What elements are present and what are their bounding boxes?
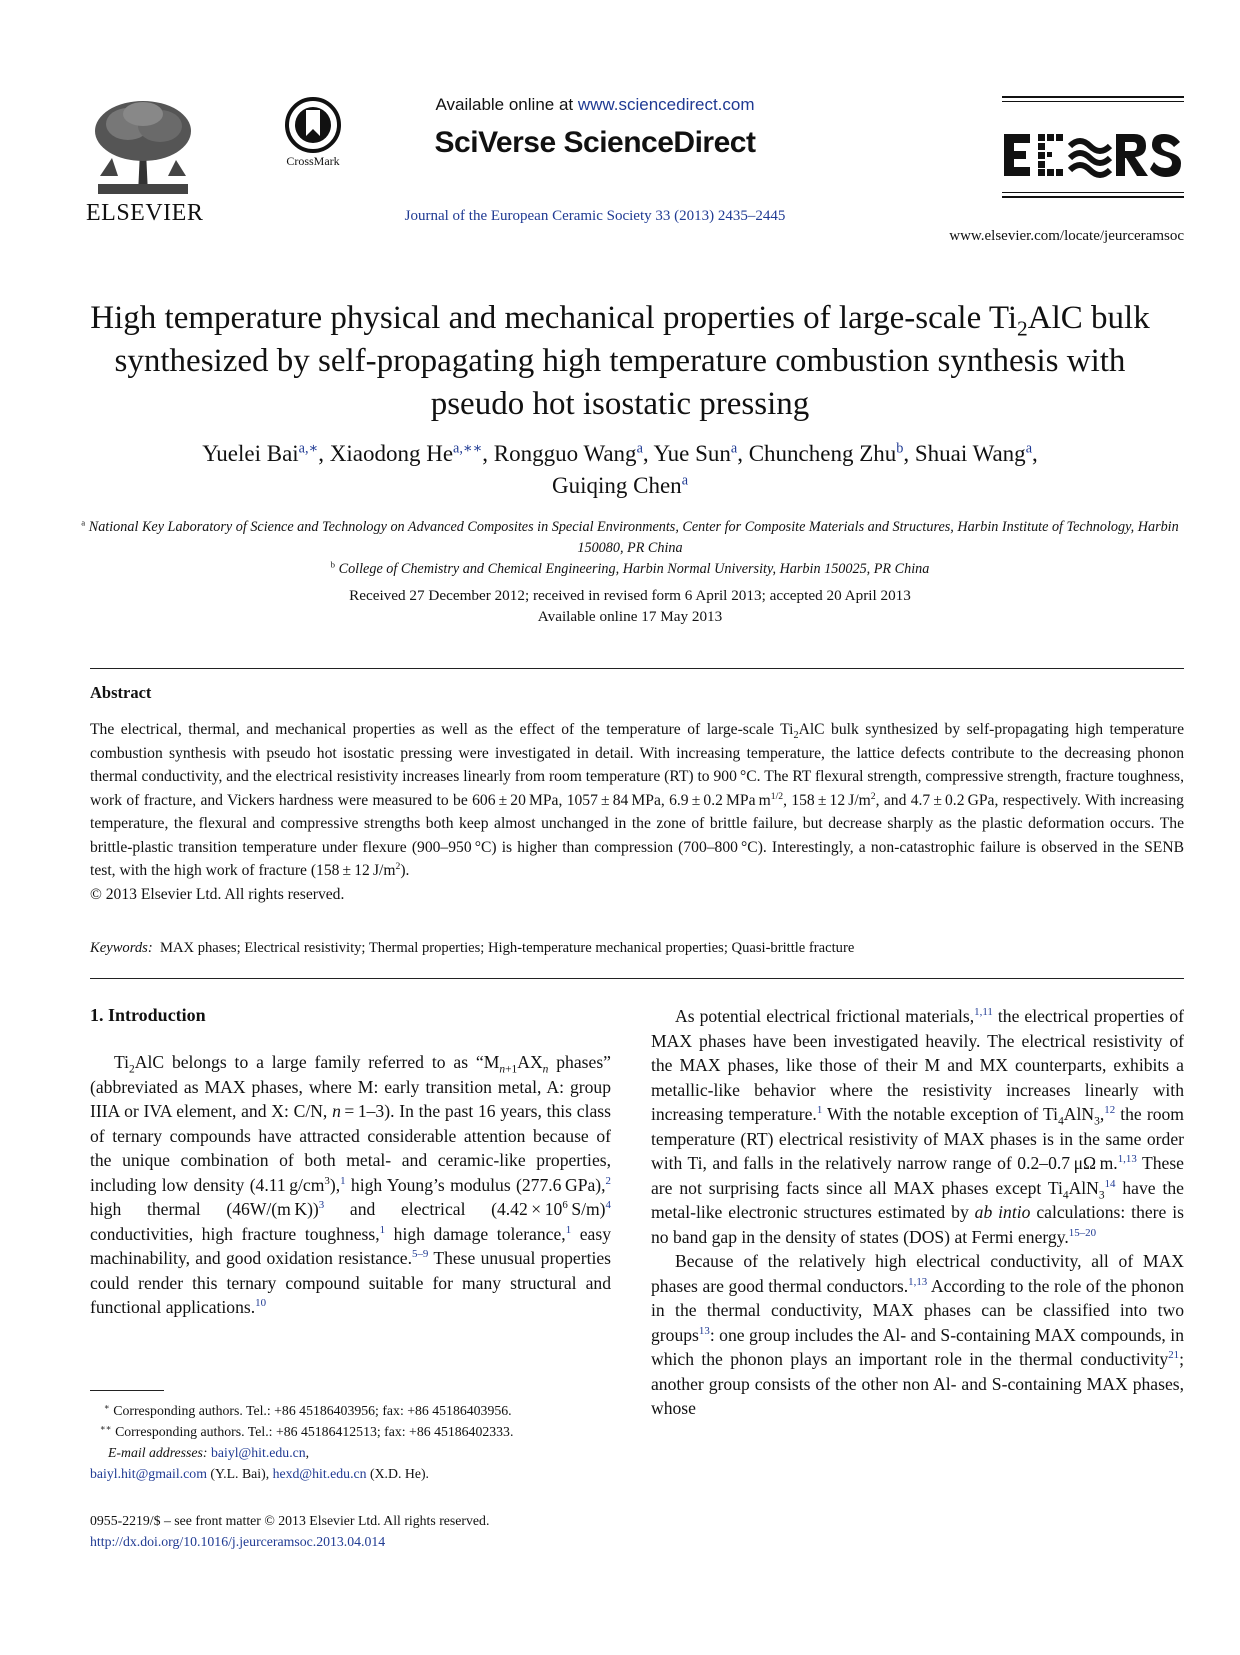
received-dates: Received 27 December 2012; received in revised form 6 April 2013; accepted 20 April 2013 [349,587,911,604]
email-link[interactable]: hexd@hit.edu.cn [272,1466,367,1481]
author-name: Yuelei Bai [202,441,299,466]
footnotes [90,1400,630,1484]
issn-line: 0955-2219/$ – see front matter © 2013 Elsevier Ltd. All rights reserved. [90,1513,490,1528]
right-column [651,1004,1184,1421]
ecers-rule [1002,96,1184,98]
affiliation-text: College of Chemistry and Chemical Engineering, Harbin Normal University, Harbin 150025, PR China [338,561,930,577]
abstract-copyright: © 2013 Elsevier Ltd. All rights reserved. [90,885,345,903]
intro-paragraph: $Ti_2AlC$ belongs to a large family referred to as “$M_{n+1}AX_n$ phases” (abbreviated as MAX phases, where M: early transition metal, A: group IIIA or IVA element, and X: C/N, n = 1–3). In the past 16 years, this class of ternary compounds have attracted considerable attention because of the unique combination of both metal- and ceramic-like properties, including low density (4.11 $g/cm^3),^1$ high Young’s modulus (277.6 GPa),$^2$ high thermal (46W/(m K))$^3$ and electrical ($4.42 \times 10^6$ S/m)$^4$ conductivities, high fracture toughness,$^1$ high damage tolerance,$^1$ easy machinability, and good oxidation resistance.$^{5-9}$ These unusual properties could render this ternary compound suitable for many structural and functional applications.$^{10}$ [90,1052,611,1317]
left-column [90,1050,611,1320]
available-prefix: Available online at [435,95,578,114]
affiliation-a [80,517,1180,559]
journal-citation-link[interactable]: Journal of the European Ceramic Society 33 (2013) 2435–2445 [404,208,786,224]
sciencedirect-link[interactable]: www.sciencedirect.com [577,95,755,114]
author-mark[interactable]: b [896,440,904,457]
footnote-rule [90,1390,164,1391]
email-link[interactable]: baiyl@hit.edu.cn [210,1445,306,1460]
journal-website[interactable]: www.elsevier.com/locate/jeurceramsoc [949,228,1184,244]
abstract-heading: Abstract [90,683,152,702]
author-mark[interactable]: a,∗∗ [453,440,483,457]
footnote-corresponding-1: ∗ Corresponding authors. Tel.: +86 45186403956; fax: +86 45186403956. [104,1401,512,1418]
author-mark[interactable]: a [636,440,643,457]
author-list: Yuelei Bai$^{a,∗}$, Xiaodong $He^{a,∗∗}$, Rongguo Wang$^a$, Yue Sun$^a$, Chuncheng Zhu$^b$, Shuai Wang$^a$, Guiqing Chen$^a$ [202,440,1038,498]
footnote-corresponding-2: ∗∗ Corresponding authors. Tel.: +86 45186412513; fax: +86 45186402333. [100,1422,514,1439]
keywords-line [90,940,1184,957]
email-owner: (X.D. He). [370,1466,430,1481]
title-part-b: AlC bulk synthesized by self-propagating high temperature combustion synthesis with pseudo hot isostatic pressing [114,300,1150,422]
crossmark-label: CrossMark [286,154,340,168]
email-label: E-mail addresses: [108,1445,208,1460]
title-subscript: 2 [1017,316,1028,341]
keywords-label: Keywords: [90,940,153,956]
ecers-rule [1002,192,1184,193]
crossmark-icon[interactable] [284,96,342,154]
abstract-top-rule [90,668,1184,669]
doi-link[interactable]: http://dx.doi.org/10.1016/j.jeurceramsoc.2013.04.014 [90,1534,386,1549]
abstract-bottom-rule [90,978,1184,979]
author-mark[interactable]: a [730,440,738,457]
email-owner: (Y.L. Bai), [210,1466,270,1481]
author-mark[interactable]: a [681,472,689,489]
online-date: Available online 17 May 2013 [537,608,723,625]
author-mark[interactable]: a [1025,440,1033,457]
footnote-emails-cont [90,1463,630,1484]
intro-paragraph: As potential electrical frictional materials,$^{1,11}$ the electrical properties of MAX phases have been investigated heavily. The electrical resistivity of the MAX phases, like those of their M and MX counterparts, exhibits a metallic-like behavior where the resistivity increases linearly with increasing temperature.$^1$ With the notable exception of $Ti_4AlN_3,^{12}$ the room temperature (RT) electrical resistivity of MAX phases is in the same order with Ti, and falls in the relatively narrow range of 0.2–0.7 μΩ m.$^{1,13}$ These are not surprising facts since all MAX phases except $Ti_4AlN_3^{14}$ have the metal-like electronic structures estimated by ab intio calculations: there is no band gap in the density of states (DOS) at Fermi energy.$^{15-20}$ [651,1006,1184,1247]
intro-paragraph: Because of the relatively high electrical conductivity, all of MAX phases are good thermal conductors.$^{1,13}$ According to the role of the phonon in the thermal conductivity, MAX phases can be classified into two groups$^{13}$: one group includes the Al- and S-containing MAX compounds, in which the phonon plays an important role in the thermal conductivity$^{21}$; another group consists of the other non Al- and S-containing MAX phases, whose [651,1251,1184,1418]
ecers-logo [1002,128,1184,182]
author-name: Guiqing Chen [551,473,682,498]
affiliation-mark: b [330,559,336,570]
affiliation-b [80,559,1180,580]
article-title [70,297,1170,426]
footnote-text: Corresponding authors. Tel.: +86 45186412513; fax: +86 45186402333. [115,1424,514,1439]
footnote-emails: E-mail addresses: baiyl@hit.edu.cn, [108,1445,310,1460]
author-mark[interactable]: a,∗ [298,440,319,457]
email-link[interactable]: baiyl.hit@gmail.com [90,1466,207,1481]
available-online-line [360,95,830,115]
publisher-wordmark: ELSEVIER [86,200,204,226]
affiliation-text: National Key Laboratory of Science and Technology on Advanced Composites in Special Environments, Center for Composite Materials and Structures, Harbin Institute of Technology, Harbin 150080, PR China [88,519,1179,556]
author-name: Yue Sun [653,441,731,466]
author-name: Rongguo Wang [493,441,637,466]
affiliations [80,517,1180,580]
platform-wordmark: SciVerse ScienceDirect [434,126,756,159]
affiliation-mark: a [81,517,86,528]
elsevier-tree-logo [88,96,198,196]
abstract-body: The electrical, thermal, and mechanical properties as well as the effect of the temperature of large-scale $Ti_2AlC$ bulk synthesized by self-propagating high temperature combustion synthesis with pseudo hot isostatic pressing were investigated in detail. With increasing temperature, the lattice defects contribute to the decreasing phonon thermal conductivity, and the electrical resistivity increases linearly from room temperature (RT) to 900 °C. The RT flexural strength, compressive strength, fracture toughness, work of fracture, and Vickers hardness were measured to be 606 ± 20 MPa, 1057 ± 84 MPa, 6.9 ± 0.2 MPa $m^{1/2}$, 158 ± 12 $J/m^2$, and 4.7 ± 0.2 GPa, respectively. With increasing temperature, the flexural and compressive strengths both keep almost unchanged in the zone of brittle failure, but decrease sharply as the plastic deformation occurs. The brittle-plastic transition temperature under flexure (900–950 °C) is higher than compression (700–800 °C). Interestingly, a non-catastrophic failure is observed in the SENB test, with the high work of fracture (158 ± 12 $J/m^2$). © 2013 Elsevier Ltd. All rights reserved. [90,721,1184,903]
title-part-a: High temperature physical and mechanical properties of large-scale Ti [90,300,1018,336]
keywords-text: MAX phases; Electrical resistivity; Thermal properties; High-temperature mechanical properties; Quasi-brittle fracture [160,940,855,956]
author-name: Xiaodong He [329,441,454,466]
ecers-rule [1002,196,1184,198]
ecers-rule [1002,101,1184,102]
front-matter [90,1510,690,1552]
footnote-text: Corresponding authors. Tel.: +86 45186403956; fax: +86 45186403956. [113,1403,512,1418]
article-dates [80,585,1180,627]
author-name: Shuai Wang [914,441,1026,466]
author-name: Chuncheng Zhu [748,441,897,466]
section-heading: 1. Introduction [90,1005,206,1025]
